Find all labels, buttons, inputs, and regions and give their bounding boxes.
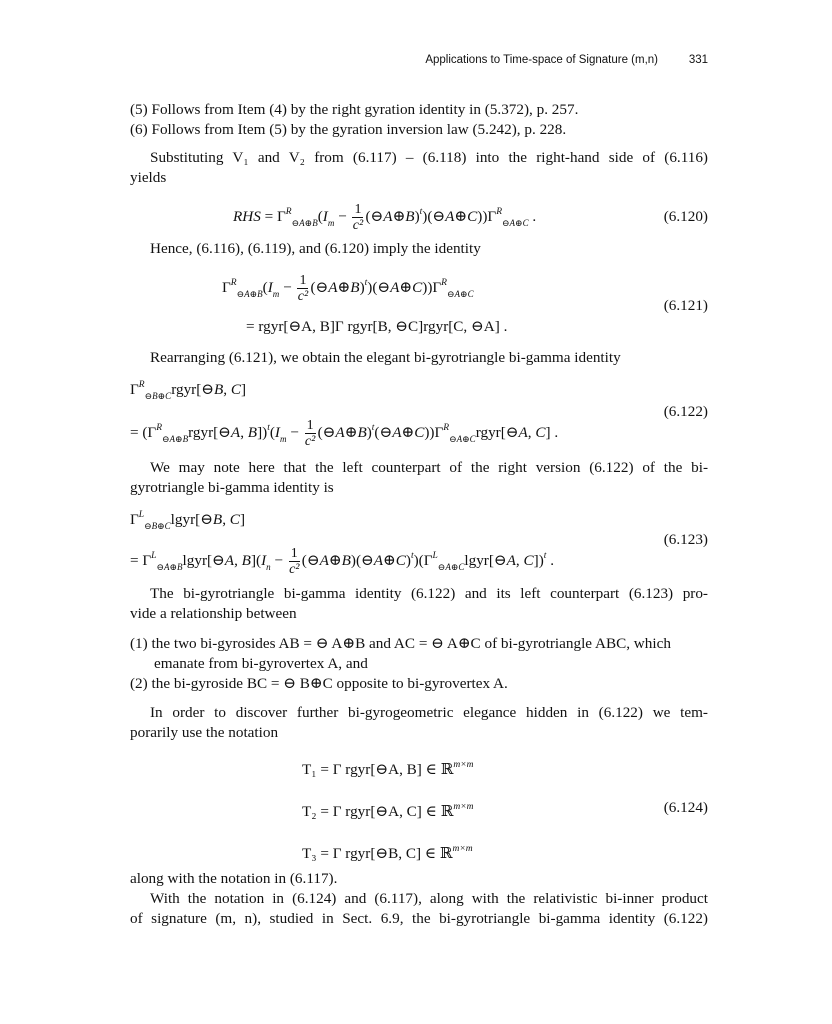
- T1-text: T₁ = Γ rgyr[⊖A, B] ∈ ℝ: [302, 761, 454, 778]
- equation-number-6-123: (6.123): [663, 531, 708, 548]
- list-item-1-line-2: emanate from bi-gyrovertex A, and: [154, 655, 368, 672]
- T2-text: T₂ = Γ rgyr[⊖A, C] ∈ ℝ: [302, 803, 454, 820]
- equation-6-124-T3: [302, 840, 473, 863]
- note-line-2: gyrotriangle bi-gamma identity is: [130, 479, 334, 496]
- equation-number-6-122: (6.122): [663, 403, 708, 420]
- T3-text: T₃ = Γ rgyr[⊖B, C] ∈ ℝ: [302, 845, 453, 862]
- bi-gyrotriangle-line-2: vide a relationship between: [130, 605, 297, 622]
- equation-number-6-120: (6.120): [663, 208, 708, 225]
- T1-space-sup: m×m: [453, 760, 474, 770]
- page-number: 331: [688, 54, 708, 66]
- list-item-1-line-1: (1) the two bi-gyrosides AB = ⊖ A⊕B and AC = ⊖ A⊕C of bi-gyrotriangle ABC, which: [130, 635, 671, 652]
- equation-6-120: RHS = $\Gamma^R_{⊖A\oplus B}(I_m$ − $\frac{1}{\text{c²}}$ $(⊖A\oplus B)^t)(⊖A\oplus C))\Gamma^R_{⊖A\oplus C}$ .: [233, 202, 537, 233]
- equation-6-123-line2: = $\Gamma^L_{⊖A\oplus B}lgyr[⊖A$, $B](I_n$ − $\frac{1}{\text{c²}}$ $(⊖A\oplus B)(⊖A\oplus C)^t)(\Gamma^L_{⊖A\oplus C}lgyr[⊖A$, C])$^t$ .: [130, 546, 555, 577]
- note-line-1: We may note here that the left counterpart of the right version (6.122) of the bi-: [150, 459, 708, 476]
- equation-6-122-line1: $\Gamma^R_{⊖B\oplus C}rgyr[⊖B$, C]: [130, 380, 247, 401]
- running-header: [130, 54, 708, 72]
- substituting-line: Substituting V₁ and V₂ from (6.117) – (6.118) into the right-hand side of (6.116): [150, 149, 708, 166]
- bi-gyrotriangle-line-1: The bi-gyrotriangle bi-gamma identity (6.122) and its left counterpart (6.123) pro-: [150, 585, 708, 602]
- equation-6-122-line2: = ($\Gamma^R_{⊖A\oplus B}rgyr[⊖A$, $B])^t(I_m$ − $\frac{1}{\text{c²}}$ $(⊖A\oplus B)^t(⊖A\oplus C))\Gamma^R_{⊖A\oplus C}rgyr[⊖A$, C] .: [130, 418, 559, 449]
- item-5-text: (5) Follows from Item (4) by the right gyration identity in (5.372), p. 257.: [130, 101, 579, 118]
- hence-line: Hence, (6.116), (6.119), and (6.120) imply the identity: [150, 240, 481, 257]
- running-title: Applications to Time-space of Signature (m,n): [425, 54, 658, 66]
- in-order-line-1: In order to discover further bi-gyrogeometric elegance hidden in (6.122) we tem-: [150, 704, 708, 721]
- list-item-2: (2) the bi-gyroside BC = ⊖ B⊕C opposite to bi-gyrovertex A.: [130, 675, 508, 692]
- T3-space-sup: m×m: [452, 844, 473, 854]
- equation-number-6-124: (6.124): [663, 799, 708, 816]
- equation-6-124-T1: [302, 756, 473, 779]
- yields-line: yields: [130, 169, 167, 186]
- equation-6-121-line1: $\Gamma^R_{⊖A\oplus B}(I_m$ − $\frac{1}{\text{c²}}$ $(⊖A\oplus B)^t)(⊖A\oplus C))\Gamma^R_{⊖A\oplus C}$: [222, 273, 474, 304]
- rearranging-line: Rearranging (6.121), we obtain the elegant bi-gyrotriangle bi-gamma identity: [150, 349, 621, 366]
- equation-6-124-T2: [302, 798, 473, 821]
- with-line-2: of signature (m, n), studied in Sect. 6.9, the bi-gyrotriangle bi-gamma identity (6.122): [130, 910, 708, 927]
- equation-number-6-121: (6.121): [663, 297, 708, 314]
- item-6-text: (6) Follows from Item (5) by the gyration inversion law (5.242), p. 228.: [130, 121, 567, 138]
- equation-6-121-line2: = rgyr[⊖A, B]Γ rgyr[B, ⊖C]rgyr[C, ⊖A] .: [246, 318, 508, 335]
- equation-6-123-line1: $\Gamma^L_{⊖B\oplus C}lgyr[⊖B$, C]: [130, 510, 245, 531]
- along-line: along with the notation in (6.117).: [130, 870, 338, 887]
- T2-space-sup: m×m: [453, 802, 474, 812]
- with-line-1: With the notation in (6.124) and (6.117), along with the relativistic bi-inner product: [150, 890, 708, 907]
- in-order-line-2: porarily use the notation: [130, 724, 279, 741]
